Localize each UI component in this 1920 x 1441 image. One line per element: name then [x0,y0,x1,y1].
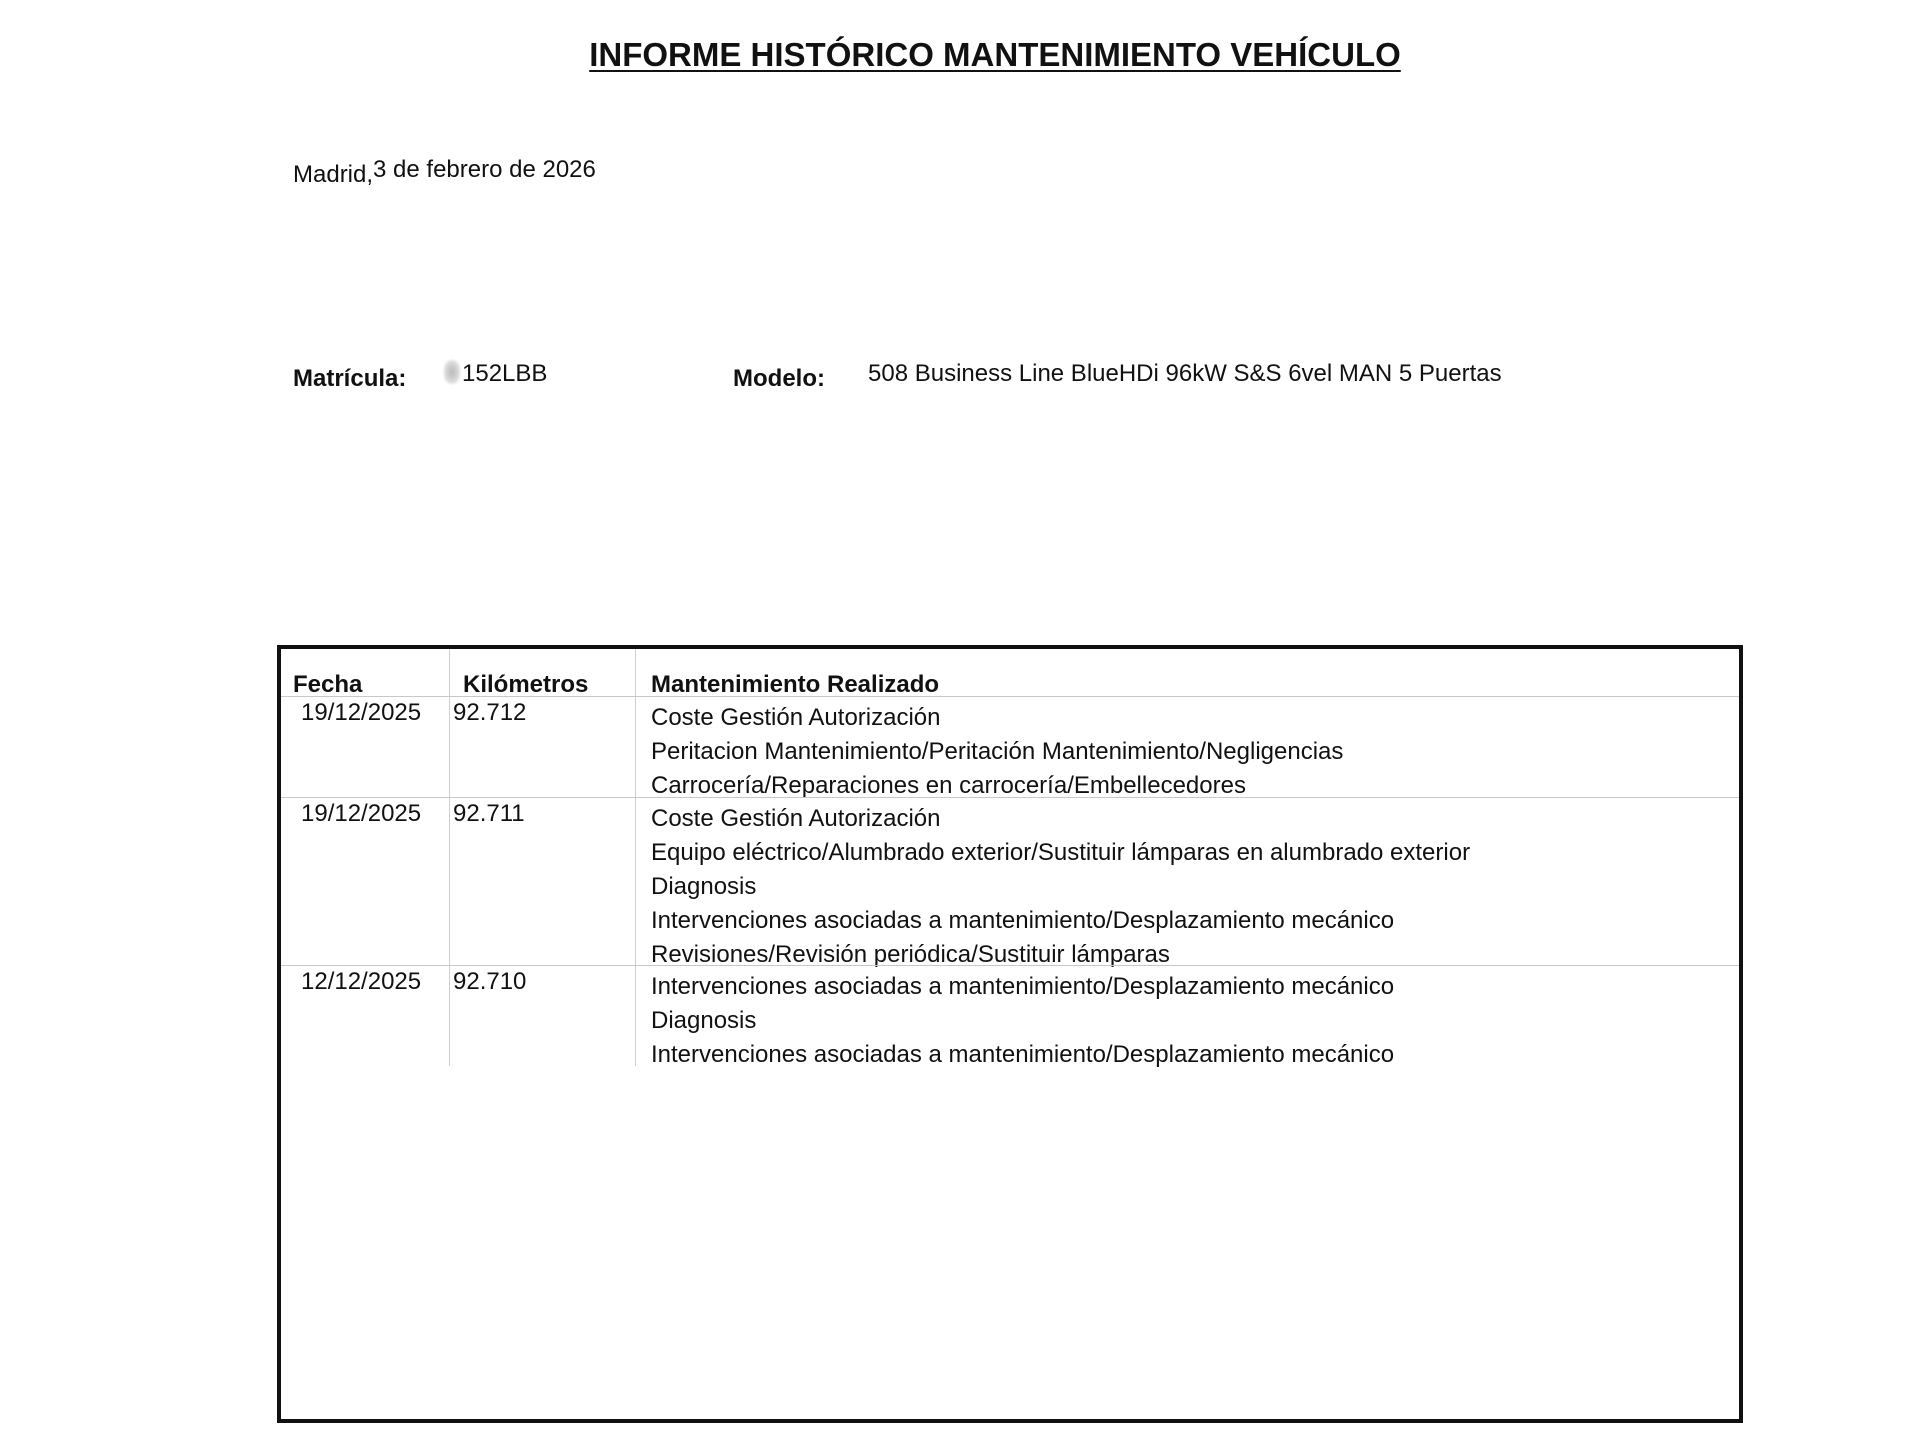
header-maintenance: Mantenimiento Realizado [651,671,940,698]
maintenance-item: Revisiones/Revisión periódica/Sustituir lámparas [651,941,1170,968]
maintenance-item: Intervenciones asociadas a mantenimiento/Desplazamiento mecánico [651,1041,1395,1068]
table-row [281,696,1739,798]
row-date: 19/12/2025 [301,699,422,726]
maintenance-item: Diagnosis [651,873,757,900]
maintenance-item: Carrocería/Reparaciones en carrocería/Embellecedores [651,772,1246,799]
report-title: INFORME HISTÓRICO MANTENIMIENTO VEHÍCULO [589,36,1401,73]
maintenance-table [277,645,1743,1423]
row-date: 12/12/2025 [301,968,422,995]
maintenance-item: Intervenciones asociadas a mantenimiento/Desplazamiento mecánico [651,973,1395,1000]
model-value: 508 Business Line BlueHDi 96kW S&S 6vel MAN 5 Puertas [868,360,1502,387]
plate-value [444,360,547,388]
maintenance-list [651,802,1470,972]
row-km: 92.711 [453,800,525,827]
row-km: 92.710 [453,968,527,995]
report-date: 3 de febrero de 2026 [373,156,596,183]
header-date: Fecha [293,671,363,698]
table-row [281,965,1739,1067]
plate-text: 152LBB [462,360,548,387]
maintenance-item: Coste Gestión Autorización [651,704,941,731]
redaction-blur [444,360,460,384]
maintenance-list [651,970,1394,1072]
maintenance-item: Peritacion Mantenimiento/Peritación Mantenimiento/Negligencias [651,738,1344,765]
maintenance-item: Coste Gestión Autorización [651,805,941,832]
model-label: Modelo: [733,365,825,392]
row-km: 92.712 [453,699,527,726]
header-km: Kilómetros [463,671,589,698]
maintenance-item: Equipo eléctrico/Alumbrado exterior/Sustituir lámparas en alumbrado exterior [651,839,1471,866]
table-row [281,797,1739,966]
plate-label: Matrícula: [293,365,407,392]
maintenance-item: Intervenciones asociadas a mantenimiento/Desplazamiento mecánico [651,907,1395,934]
report-city: Madrid, [293,161,374,188]
maintenance-list [651,701,1343,803]
place-date [293,158,596,186]
maintenance-item: Diagnosis [651,1007,757,1034]
row-date: 19/12/2025 [301,800,422,827]
